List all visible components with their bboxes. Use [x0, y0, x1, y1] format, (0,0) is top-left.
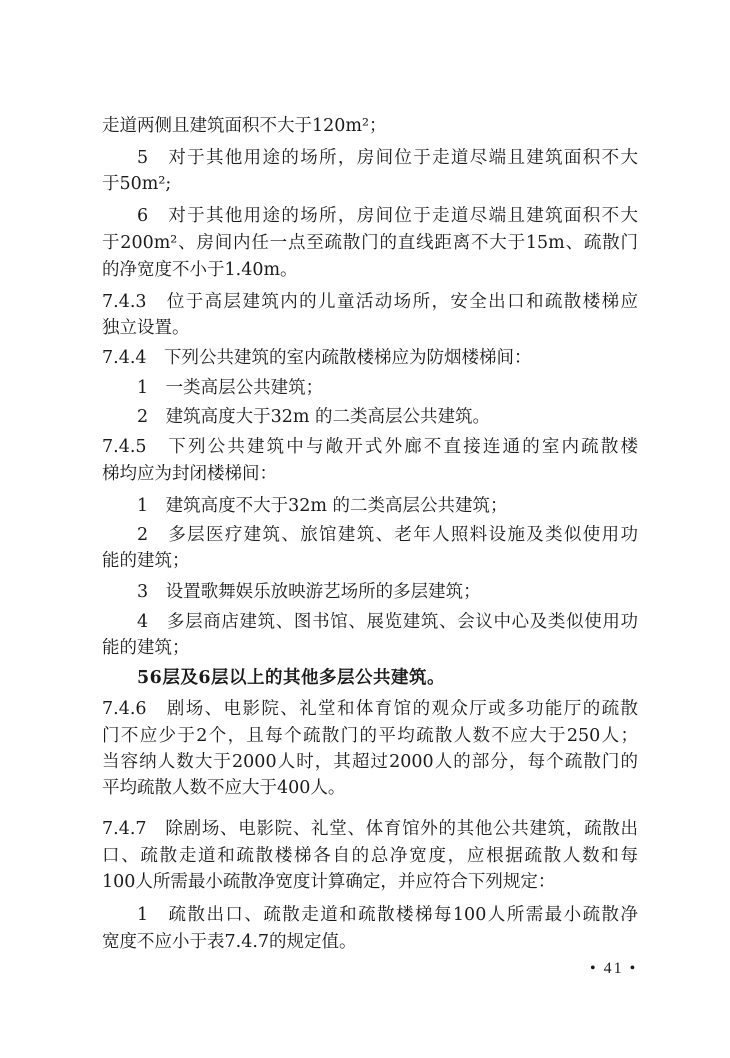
text-line: 当容纳人数大于2000人时，其超过2000人的部分，每个疏散门的	[102, 752, 638, 772]
list-item: 1 疏散出口、疏散走道和疏散楼梯每100人所需最小疏散净	[137, 905, 638, 925]
text-line: 于50m²;	[102, 174, 172, 194]
text-line: 5 对于其他用途的场所，房间位于走道尽端且建筑面积不大	[137, 148, 638, 168]
clause-heading: 7.4.3 位于高层建筑内的儿童活动场所，安全出口和疏散楼梯应	[102, 292, 638, 312]
text-line: 梯均应为封闭楼梯间：	[102, 464, 277, 484]
text-line: 6 对于其他用途的场所，房间位于走道尽端且建筑面积不大	[137, 206, 638, 226]
text-line: 宽度不应小于表7.4.7的规定值。	[102, 932, 357, 952]
text-line: 能的建筑；	[102, 638, 190, 658]
list-item: 1 一类高层公共建筑；	[137, 378, 324, 398]
text-line: 口、疏散走道和疏散楼梯各自的总净宽度，应根据疏散人数和每	[102, 846, 638, 866]
clause-heading: 7.4.5 下列公共建筑中与敞开式外廊不直接连通的室内疏散楼	[102, 437, 638, 457]
text-line: 于200m²、房间内任一点至疏散门的直线距离不大于15m、疏散门	[102, 233, 638, 253]
list-item: 56层及6层以上的其他多层公共建筑。	[137, 668, 446, 688]
text-line: 门不应少于2个，且每个疏散门的平均疏散人数不应大于250人；	[102, 726, 638, 746]
text-line: 平均疏散人数不应大于400人。	[102, 778, 346, 798]
list-item: 3 设置歌舞娱乐放映游艺场所的多层建筑；	[137, 582, 481, 602]
page-number: • 41 •	[590, 960, 638, 977]
list-item: 2 建筑高度大于32m 的二类高层公共建筑。	[137, 407, 491, 427]
clause-heading: 7.4.7 除剧场、电影院、礼堂、体育馆外的其他公共建筑，疏散出	[102, 819, 638, 839]
text-line: 走道两侧且建筑面积不大于120m²；	[102, 116, 387, 136]
list-item: 4 多层商店建筑、图书馆、展览建筑、会议中心及类似使用功	[137, 612, 638, 632]
list-item: 1 建筑高度不大于32m 的二类高层公共建筑；	[137, 496, 508, 516]
clause-heading: 7.4.6 剧场、电影院、礼堂和体育馆的观众厅或多功能厅的疏散	[102, 699, 638, 719]
text-line: 能的建筑；	[102, 551, 190, 571]
list-item: 2 多层医疗建筑、旅馆建筑、老年人照料设施及类似使用功	[137, 525, 638, 545]
clause-heading: 7.4.4 下列公共建筑的室内疏散楼梯应为防烟楼梯间：	[102, 348, 532, 368]
text-line: 独立设置。	[102, 318, 190, 338]
text-line: 100人所需最小疏散净宽度计算确定，并应符合下列规定：	[102, 872, 556, 892]
text-line: 的净宽度不小于1.40m。	[102, 260, 298, 280]
